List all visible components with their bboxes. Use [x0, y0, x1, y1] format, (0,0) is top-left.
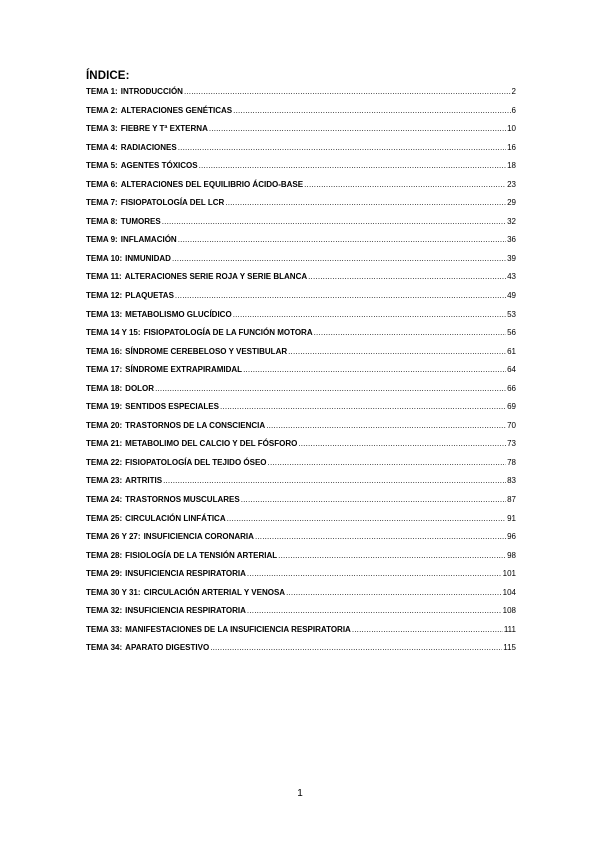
toc-entry-separator: : [119, 365, 123, 375]
toc-entry-page: 23 [507, 179, 516, 189]
toc-entry-number: TEMA 30 Y 31 [86, 587, 138, 597]
toc-dot-leader [220, 402, 506, 411]
toc-entry[interactable] [86, 217, 516, 236]
toc-entry-page: 78 [507, 457, 516, 467]
toc-entry-number: TEMA 33 [86, 624, 120, 634]
toc-entry-title: FISIOPATOLOGÍA DEL TEJIDO ÓSEO [125, 457, 267, 467]
toc-entry-title: INSUFICIENCIA RESPIRATORIA [125, 569, 246, 579]
toc-dot-leader [298, 439, 506, 448]
toc-entry-page: 98 [507, 550, 516, 560]
toc-entry-number: TEMA 17 [86, 365, 120, 375]
toc-entry-title: FISIOPATOLOGÍA DE LA FUNCIÓN MOTORA [143, 328, 313, 338]
toc-entry[interactable] [86, 328, 516, 347]
toc-entry-title: ALTERACIONES GENÉTICAS [120, 105, 233, 115]
toc-entry[interactable] [86, 402, 516, 421]
toc-entry-separator: : [115, 142, 118, 152]
toc-entry-title: INSUFICIENCIA CORONARIA [143, 532, 254, 542]
toc-dot-leader [178, 143, 506, 152]
toc-entry-title: SENTIDOS ESPECIALES [125, 402, 219, 412]
toc-dot-leader [286, 588, 502, 597]
toc-entry-page: 53 [507, 309, 516, 319]
toc-entry-page: 6 [511, 105, 516, 115]
toc-entry[interactable] [86, 439, 516, 458]
toc-entry-separator: : [115, 179, 118, 189]
toc-entry[interactable] [86, 384, 516, 403]
toc-dot-leader [184, 87, 511, 96]
toc-entry-page: 101 [502, 569, 516, 579]
toc-entry-number: TEMA 1 [86, 87, 116, 96]
toc-dot-leader [266, 421, 506, 430]
toc-entry-separator: : [115, 87, 118, 96]
toc-entry-number: TEMA 4 [86, 142, 116, 152]
toc-entry-title: PLAQUETAS [125, 291, 174, 301]
toc-entry-page: 96 [507, 532, 516, 542]
toc-entry-title: FISIOPATOLOGÍA DEL LCR [120, 198, 225, 208]
toc-entry-number: TEMA 7 [86, 198, 116, 208]
toc-entry-number: TEMA 26 Y 27 [86, 532, 138, 542]
toc-entry[interactable] [86, 606, 516, 625]
toc-dot-leader [175, 291, 506, 300]
toc-entry-page: 49 [507, 291, 516, 301]
toc-entry[interactable] [86, 625, 516, 644]
toc-entry[interactable] [86, 124, 516, 143]
toc-entry-separator: : [119, 309, 123, 319]
toc-entry-separator: : [115, 161, 118, 171]
toc-entry-title: SÍNDROME CEREBELOSO Y VESTIBULAR [125, 346, 288, 356]
toc-entry[interactable] [86, 291, 516, 310]
toc-entry-page: 61 [507, 346, 516, 356]
toc-entry-title: CIRCULACIÓN ARTERIAL Y VENOSA [143, 587, 286, 597]
toc-entry-title: CIRCULACIÓN LINFÁTICA [125, 513, 226, 523]
toc-entry-title: APARATO DIGESTIVO [125, 643, 210, 653]
toc-entry-page: 18 [507, 161, 516, 171]
toc-entry-title: INFLAMACIÓN [120, 235, 177, 245]
toc-dot-leader [163, 476, 506, 485]
toc-entry-separator: : [119, 346, 123, 356]
toc-dot-leader [209, 124, 506, 133]
toc-entry-number: TEMA 11 [86, 272, 120, 282]
toc-entry-separator: : [115, 235, 118, 245]
toc-entry[interactable] [86, 347, 516, 366]
toc-entry-number: TEMA 22 [86, 457, 120, 467]
toc-entry[interactable] [86, 569, 516, 588]
index-heading: ÍNDICE: [86, 70, 130, 82]
toc-entry[interactable] [86, 106, 516, 125]
toc-entry[interactable] [86, 310, 516, 329]
toc-entry-title: METABOLIMO DEL CALCIO Y DEL FÓSFORO [125, 439, 298, 449]
toc-entry[interactable] [86, 495, 516, 514]
toc-entry-title: TRASTORNOS DE LA CONSCIENCIA [125, 420, 266, 430]
toc-entry-page: 66 [507, 383, 516, 393]
toc-entry-page: 104 [502, 587, 516, 597]
toc-entry-page: 69 [507, 402, 516, 412]
toc-dot-leader [308, 272, 506, 281]
toc-entry[interactable] [86, 458, 516, 477]
toc-entry-separator: : [115, 105, 118, 115]
toc-entry-page: 16 [507, 142, 516, 152]
toc-dot-leader [268, 458, 507, 467]
toc-entry-title: DOLOR [125, 383, 155, 393]
toc-entry-separator: : [119, 291, 123, 301]
toc-entry-title: AGENTES TÓXICOS [120, 161, 198, 171]
toc-entry-number: TEMA 8 [86, 216, 116, 226]
toc-entry-separator: : [119, 383, 123, 393]
toc-entry-page: 32 [507, 216, 516, 226]
toc-entry-page: 83 [507, 476, 516, 486]
toc-dot-leader [155, 384, 506, 393]
toc-entry-page: 10 [507, 124, 516, 134]
toc-entry-title: METABOLISMO GLUCÍDICO [125, 309, 232, 319]
toc-entry-title: ARTRITIS [125, 476, 163, 486]
toc-dot-leader [210, 643, 502, 652]
toc-entry-number: TEMA 2 [86, 105, 116, 115]
toc-entry[interactable] [86, 514, 516, 533]
page-number: 1 [297, 788, 303, 799]
toc-entry-page: 70 [507, 420, 516, 430]
toc-entry-number: TEMA 9 [86, 235, 116, 245]
toc-entry-separator: : [119, 272, 122, 282]
toc-entry-title: SÍNDROME EXTRAPIRAMIDAL [125, 365, 243, 375]
toc-entry-title: MANIFESTACIONES DE LA INSUFICIENCIA RESPIRATORIA [125, 624, 351, 634]
toc-entry-number: TEMA 34 [86, 643, 120, 653]
toc-entry-separator: : [119, 253, 123, 263]
toc-entry-page: 91 [507, 513, 516, 523]
toc-dot-leader [233, 310, 506, 319]
toc-entry-page: 39 [507, 253, 516, 263]
toc-entry-number: TEMA 6 [86, 179, 116, 189]
toc-entry-separator: : [115, 124, 118, 134]
toc-entry[interactable] [86, 198, 516, 217]
toc-entry[interactable] [86, 551, 516, 570]
toc-entry-separator: : [119, 476, 123, 486]
toc-entry-number: TEMA 28 [86, 550, 120, 560]
toc-entry-separator: : [115, 216, 118, 226]
toc-dot-leader [178, 235, 506, 244]
toc-dot-leader [314, 328, 506, 337]
toc-entry[interactable] [86, 476, 516, 495]
toc-entry-title: FIEBRE Y Tª EXTERNA [120, 124, 208, 134]
toc-entry-page: 108 [502, 606, 516, 616]
toc-entry-page: 73 [507, 439, 516, 449]
toc-entry-number: TEMA 5 [86, 161, 116, 171]
toc-dot-leader [247, 606, 502, 615]
toc-entry-number: TEMA 16 [86, 346, 120, 356]
toc-entry-separator: : [119, 420, 123, 430]
toc-dot-leader [241, 495, 506, 504]
toc-entry-number: TEMA 10 [86, 253, 120, 263]
toc-entry-title: ALTERACIONES SERIE ROJA Y SERIE BLANCA [124, 272, 308, 282]
toc-entry-page: 43 [507, 272, 516, 282]
toc-entry-separator: : [137, 587, 141, 597]
toc-entry[interactable] [86, 365, 516, 384]
toc-dot-leader [227, 514, 506, 523]
toc-entry-number: TEMA 20 [86, 420, 120, 430]
toc-entry-number: TEMA 21 [86, 439, 120, 449]
toc-entry-page: 111 [503, 624, 516, 634]
toc-entry-page: 64 [507, 365, 516, 375]
toc-entry[interactable] [86, 421, 516, 440]
toc-entry-title: RADIACIONES [120, 142, 177, 152]
toc-entry-page: 115 [503, 643, 516, 653]
toc-entry-page: 56 [507, 328, 516, 338]
toc-dot-leader [304, 180, 506, 189]
toc-entry[interactable] [86, 180, 516, 199]
toc-dot-leader [162, 217, 506, 226]
toc-entry-separator: : [119, 550, 123, 560]
toc-entry[interactable] [86, 235, 516, 254]
toc-entry[interactable] [86, 588, 516, 607]
toc-entry-number: TEMA 24 [86, 495, 120, 505]
toc-entry-separator: : [119, 495, 123, 505]
toc-entry-separator: : [119, 624, 123, 634]
toc-entry-separator: : [119, 569, 123, 579]
toc-dot-leader [172, 254, 506, 263]
toc-dot-leader [233, 106, 510, 115]
toc-entry-number: TEMA 23 [86, 476, 120, 486]
toc-entry[interactable] [86, 143, 516, 162]
toc-dot-leader [278, 551, 506, 560]
toc-entry-separator: : [115, 198, 118, 208]
toc-entry[interactable] [86, 254, 516, 273]
toc-entry-number: TEMA 13 [86, 309, 120, 319]
toc-entry-title: TRASTORNOS MUSCULARES [125, 495, 240, 505]
toc-dot-leader [352, 625, 503, 634]
toc-entry-separator: : [119, 513, 123, 523]
toc-dot-leader [199, 161, 506, 170]
toc-entry-number: TEMA 29 [86, 569, 120, 579]
toc-entry-title: TUMORES [120, 216, 161, 226]
toc-dot-leader [288, 347, 506, 356]
toc-dot-leader [243, 365, 506, 374]
toc-entry-number: TEMA 14 Y 15 [86, 328, 138, 338]
toc-entry[interactable] [86, 272, 516, 291]
toc-entry-page: 29 [507, 198, 516, 208]
toc-entry-title: INTRODUCCIÓN [120, 87, 183, 96]
toc-entry[interactable] [86, 643, 516, 662]
toc-entry-separator: : [119, 457, 123, 467]
toc-entry-separator: : [119, 439, 123, 449]
table-of-contents [86, 87, 516, 662]
toc-entry[interactable] [86, 87, 516, 106]
toc-entry-separator: : [119, 606, 123, 616]
toc-entry-page: 87 [507, 495, 516, 505]
toc-entry-number: TEMA 19 [86, 402, 120, 412]
toc-dot-leader [225, 198, 506, 207]
toc-entry-separator: : [137, 328, 141, 338]
toc-entry-number: TEMA 12 [86, 291, 120, 301]
toc-entry-number: TEMA 18 [86, 383, 120, 393]
toc-entry-page: 2 [511, 87, 516, 96]
toc-dot-leader [255, 532, 506, 541]
toc-entry[interactable] [86, 532, 516, 551]
toc-entry-separator: : [119, 402, 123, 412]
toc-entry-number: TEMA 3 [86, 124, 116, 134]
toc-entry-title: FISIOLOGÍA DE LA TENSIÓN ARTERIAL [125, 550, 278, 560]
toc-entry-title: INMUNIDAD [125, 253, 171, 263]
toc-entry-number: TEMA 32 [86, 606, 120, 616]
toc-entry[interactable] [86, 161, 516, 180]
toc-dot-leader [247, 569, 502, 578]
toc-entry-number: TEMA 25 [86, 513, 120, 523]
toc-entry-separator: : [137, 532, 141, 542]
toc-entry-title: ALTERACIONES DEL EQUILIBRIO ÁCIDO-BASE [120, 179, 304, 189]
toc-entry-page: 36 [507, 235, 516, 245]
toc-entry-title: INSUFICIENCIA RESPIRATORIA [125, 606, 246, 616]
toc-entry-separator: : [119, 643, 123, 653]
